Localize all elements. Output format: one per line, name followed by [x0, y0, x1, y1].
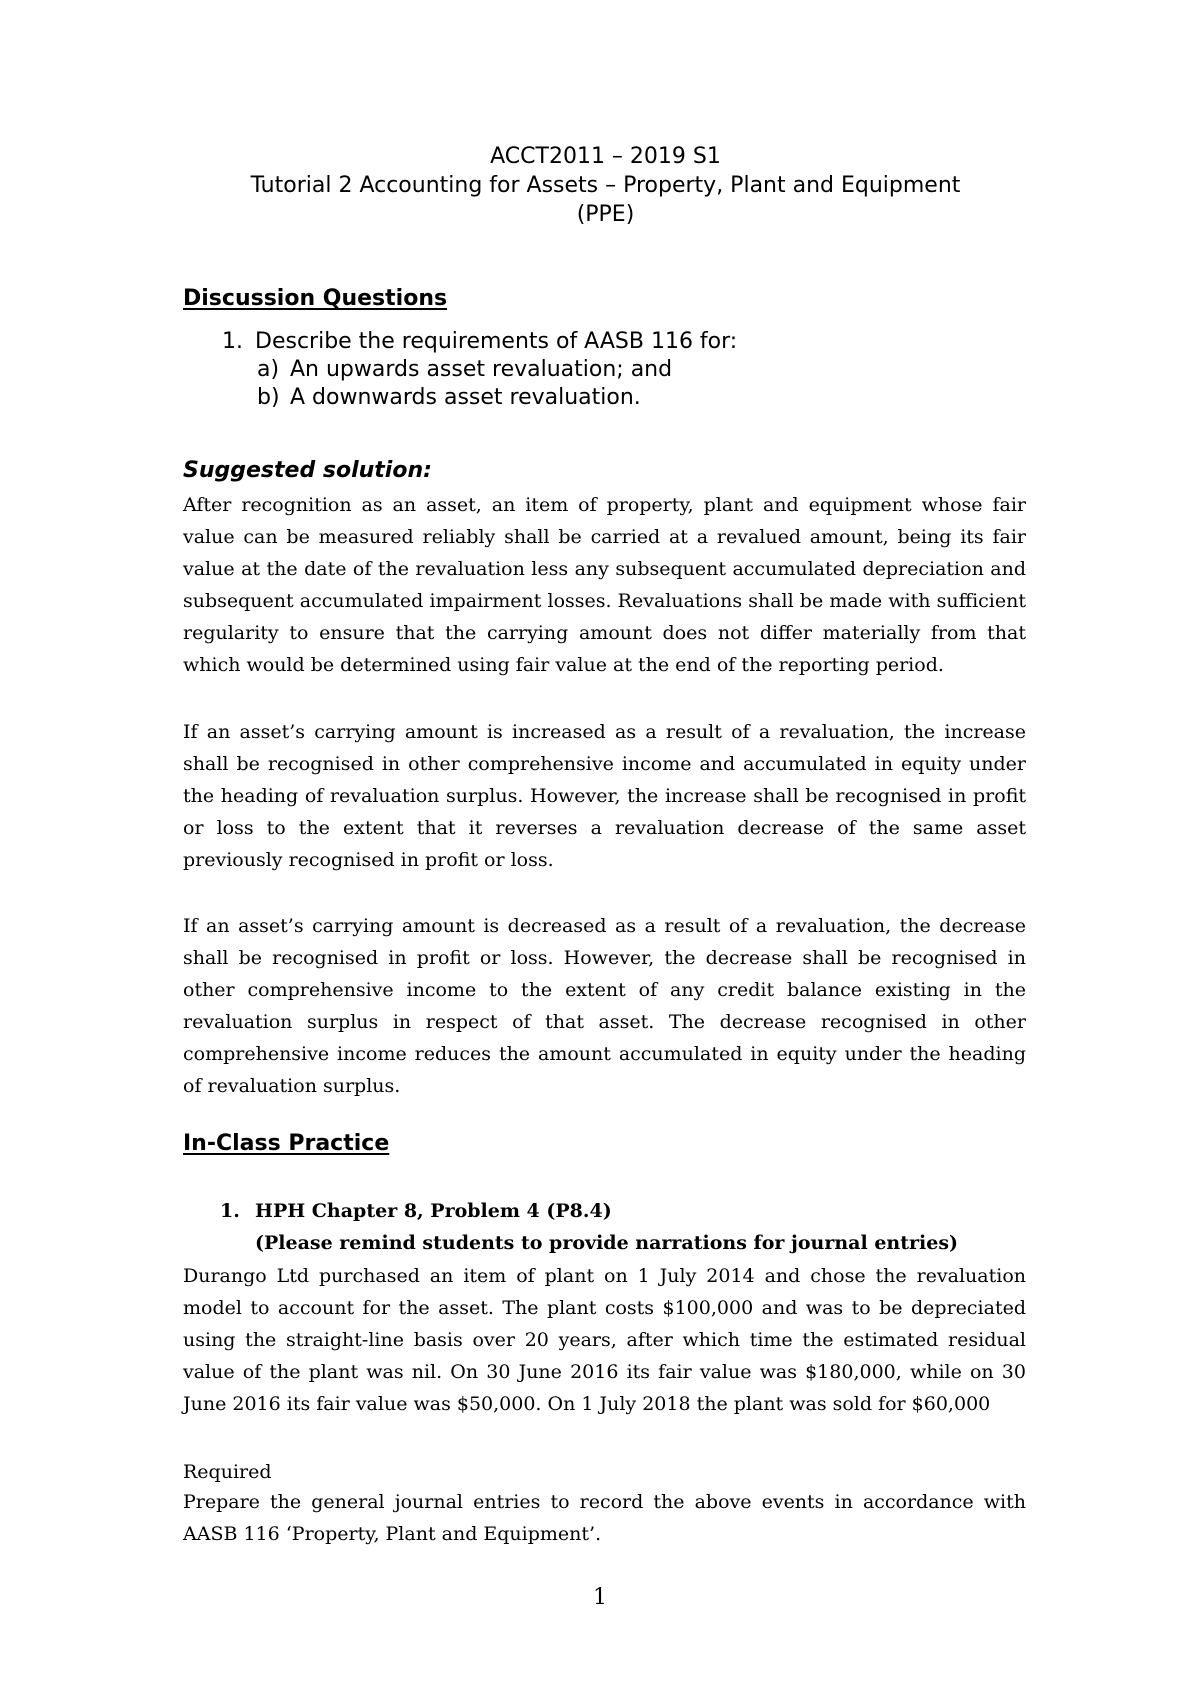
solution-paragraph-2: If an asset’s carrying amount is increased as a result of a revaluation, the increase shall be recognised in other comprehensive income and accumulated in equity under the heading of revaluation surplus. However, the increase shall be recognised in profit or loss to the extent that it reverses a revaluation decrease of the same asset previously recognised in profit or loss. — [183, 721, 1026, 871]
subquestion-a-label: a) — [257, 357, 280, 382]
suggested-solution-heading: Suggested solution: — [183, 458, 432, 483]
subquestion-b-text: A downwards asset revaluation. — [290, 385, 641, 410]
practice-question-note: (Please remind students to provide narrations for journal entries) — [255, 1232, 958, 1254]
practice-question-title: HPH Chapter 8, Problem 4 (P8.4) — [255, 1200, 612, 1222]
in-class-practice-heading: In-Class Practice — [183, 1131, 390, 1156]
document-title — [183, 142, 1028, 229]
discussion-questions-heading: Discussion Questions — [183, 286, 448, 311]
problem-text: Durango Ltd purchased an item of plant on 1 July 2014 and chose the revaluation model to account for the asset. The plant costs $100,000 and was to be depreciated using the straight-line basis over 20 years, after which time the estimated residual value of the plant was nil. On 30 June 2016 its fair value was $180,000, while on 30 June 2016 its fair value was $50,000. On 1 July 2018 the plant was sold for $60,000 — [183, 1265, 1026, 1415]
solution-paragraph-1: After recognition as an asset, an item of property, plant and equipment whose fair value can be measured reliably shall be carried at a revalued amount, being its fair value at the date of the revaluation less any subsequent accumulated depreciation and subsequent accumulated impairment losses. Revaluations shall be made with sufficient regularity to ensure that the carrying amount does not differ materially from that which would be determined using fair value at the end of the reporting period. — [183, 494, 1026, 676]
page-number: 1 — [593, 1585, 607, 1610]
course-code-title: ACCT2011 – 2019 S1 — [490, 144, 721, 169]
subquestion-a-text: An upwards asset revaluation; and — [290, 357, 673, 382]
tutorial-subtitle: (PPE) — [576, 202, 635, 227]
required-label: Required — [183, 1461, 272, 1483]
solution-paragraph-3: If an asset’s carrying amount is decreased as a result of a revaluation, the decrease shall be recognised in profit or loss. However, the decrease shall be recognised in other comprehensive income to the extent of any credit balance existing in the revaluation surplus in respect of that asset. The decrease recognised in other comprehensive income reduces the amount accumulated in equity under the heading of revaluation surplus. — [183, 915, 1026, 1097]
required-text: Prepare the general journal entries to record the above events in accordance with AASB 116 ‘Property, Plant and Equipment’. — [183, 1491, 1026, 1545]
question-number: 1. — [222, 329, 243, 354]
practice-question-number: 1. — [220, 1200, 240, 1222]
subquestion-b-label: b) — [257, 385, 280, 410]
question-text: Describe the requirements of AASB 116 for: — [255, 329, 738, 354]
tutorial-title: Tutorial 2 Accounting for Assets – Property, Plant and Equipment — [250, 173, 961, 198]
